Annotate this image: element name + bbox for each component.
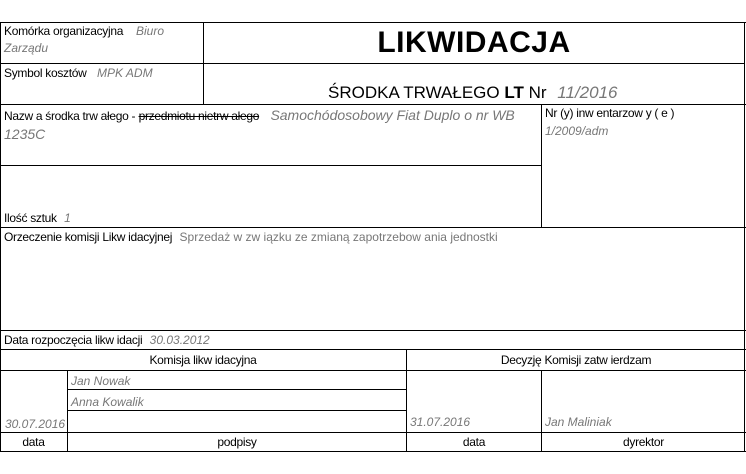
cost-label: Symbol kosztów <box>4 66 87 80</box>
approval-date: 31.07.2016 <box>410 415 471 429</box>
committee-header: Komisja likw idacyjna <box>149 353 257 367</box>
asset-name-label-struck: przedmiotu nietrw ałego <box>138 109 260 123</box>
inventory-value: 1/2009/adm <box>545 124 609 138</box>
ruling-row <box>4 230 498 244</box>
col-date2-label: data <box>462 435 486 449</box>
asset-name-value: Samochódosobowy Fiat Duplo o nr WB <box>270 107 515 123</box>
header-bottom-line <box>0 104 746 105</box>
subtitle-prefix: ŚRODKA TRWAŁEGO <box>328 83 500 102</box>
quantity-label: Ilość sztuk <box>4 211 57 225</box>
form-border-right <box>744 22 745 452</box>
member-name-1: Jan Nowak <box>71 374 131 388</box>
form-border-left <box>0 22 1 452</box>
committee-date: 30.07.2016 <box>5 417 66 431</box>
member-row-line-1 <box>67 389 406 390</box>
col-date-label: data <box>22 435 45 449</box>
header-row-divider <box>0 63 744 64</box>
unit-value-line2: Zarządu <box>4 41 49 55</box>
asset-name-value-line2: 1235C <box>4 126 46 142</box>
unit-label: Komórka organizacyjna <box>4 24 124 38</box>
asset-bottom-line <box>0 227 746 228</box>
start-date-label: Data rozpoczęcia likw idacji <box>4 333 143 347</box>
approval-header: Decyzję Komisji zatw ierdzam <box>500 353 652 367</box>
member-name-2: Anna Kowalik <box>71 395 144 409</box>
document-subtitle <box>328 83 618 103</box>
unit-value-line1: Biuro <box>136 24 165 38</box>
start-date-bottom-line <box>0 349 746 350</box>
member-row-line-2 <box>67 410 406 411</box>
quantity-row <box>4 211 71 225</box>
director-name: Jan Maliniak <box>545 415 612 429</box>
document-number: 11/2016 <box>557 83 618 102</box>
inventory-label: Nr (y) inw entarzow y ( e ) <box>545 106 675 120</box>
form-border-bottom <box>0 451 746 452</box>
start-date-row <box>4 333 210 347</box>
subtitle-lt: LT <box>504 83 524 102</box>
asset-divider-vertical <box>541 104 542 227</box>
signature-row-line <box>0 432 746 433</box>
col-signatures-label: podpisy <box>217 435 257 449</box>
ruling-bottom-line <box>0 330 746 331</box>
col-director-label: dyrektor <box>623 435 664 449</box>
document-title: LIKWIDACJA <box>377 26 571 59</box>
asset-name-label: Nazw a środka trw ałego - <box>4 109 136 123</box>
asset-name-bottom-line <box>0 165 541 166</box>
form-border-top <box>0 22 746 23</box>
cost-value: MPK ADM <box>97 66 153 80</box>
ruling-value: Sprzedaż w zw iązku ze zmianą zapotrzebow ania jednostki <box>179 230 498 244</box>
subtitle-nr: Nr <box>528 83 547 102</box>
ruling-label: Orzeczenie komisji Likw idacyjnej <box>4 230 173 244</box>
start-date-value: 30.03.2012 <box>149 333 210 347</box>
asset-name-label-row <box>4 108 515 123</box>
quantity-value: 1 <box>64 211 71 225</box>
table-header-bottom-line <box>0 370 746 371</box>
